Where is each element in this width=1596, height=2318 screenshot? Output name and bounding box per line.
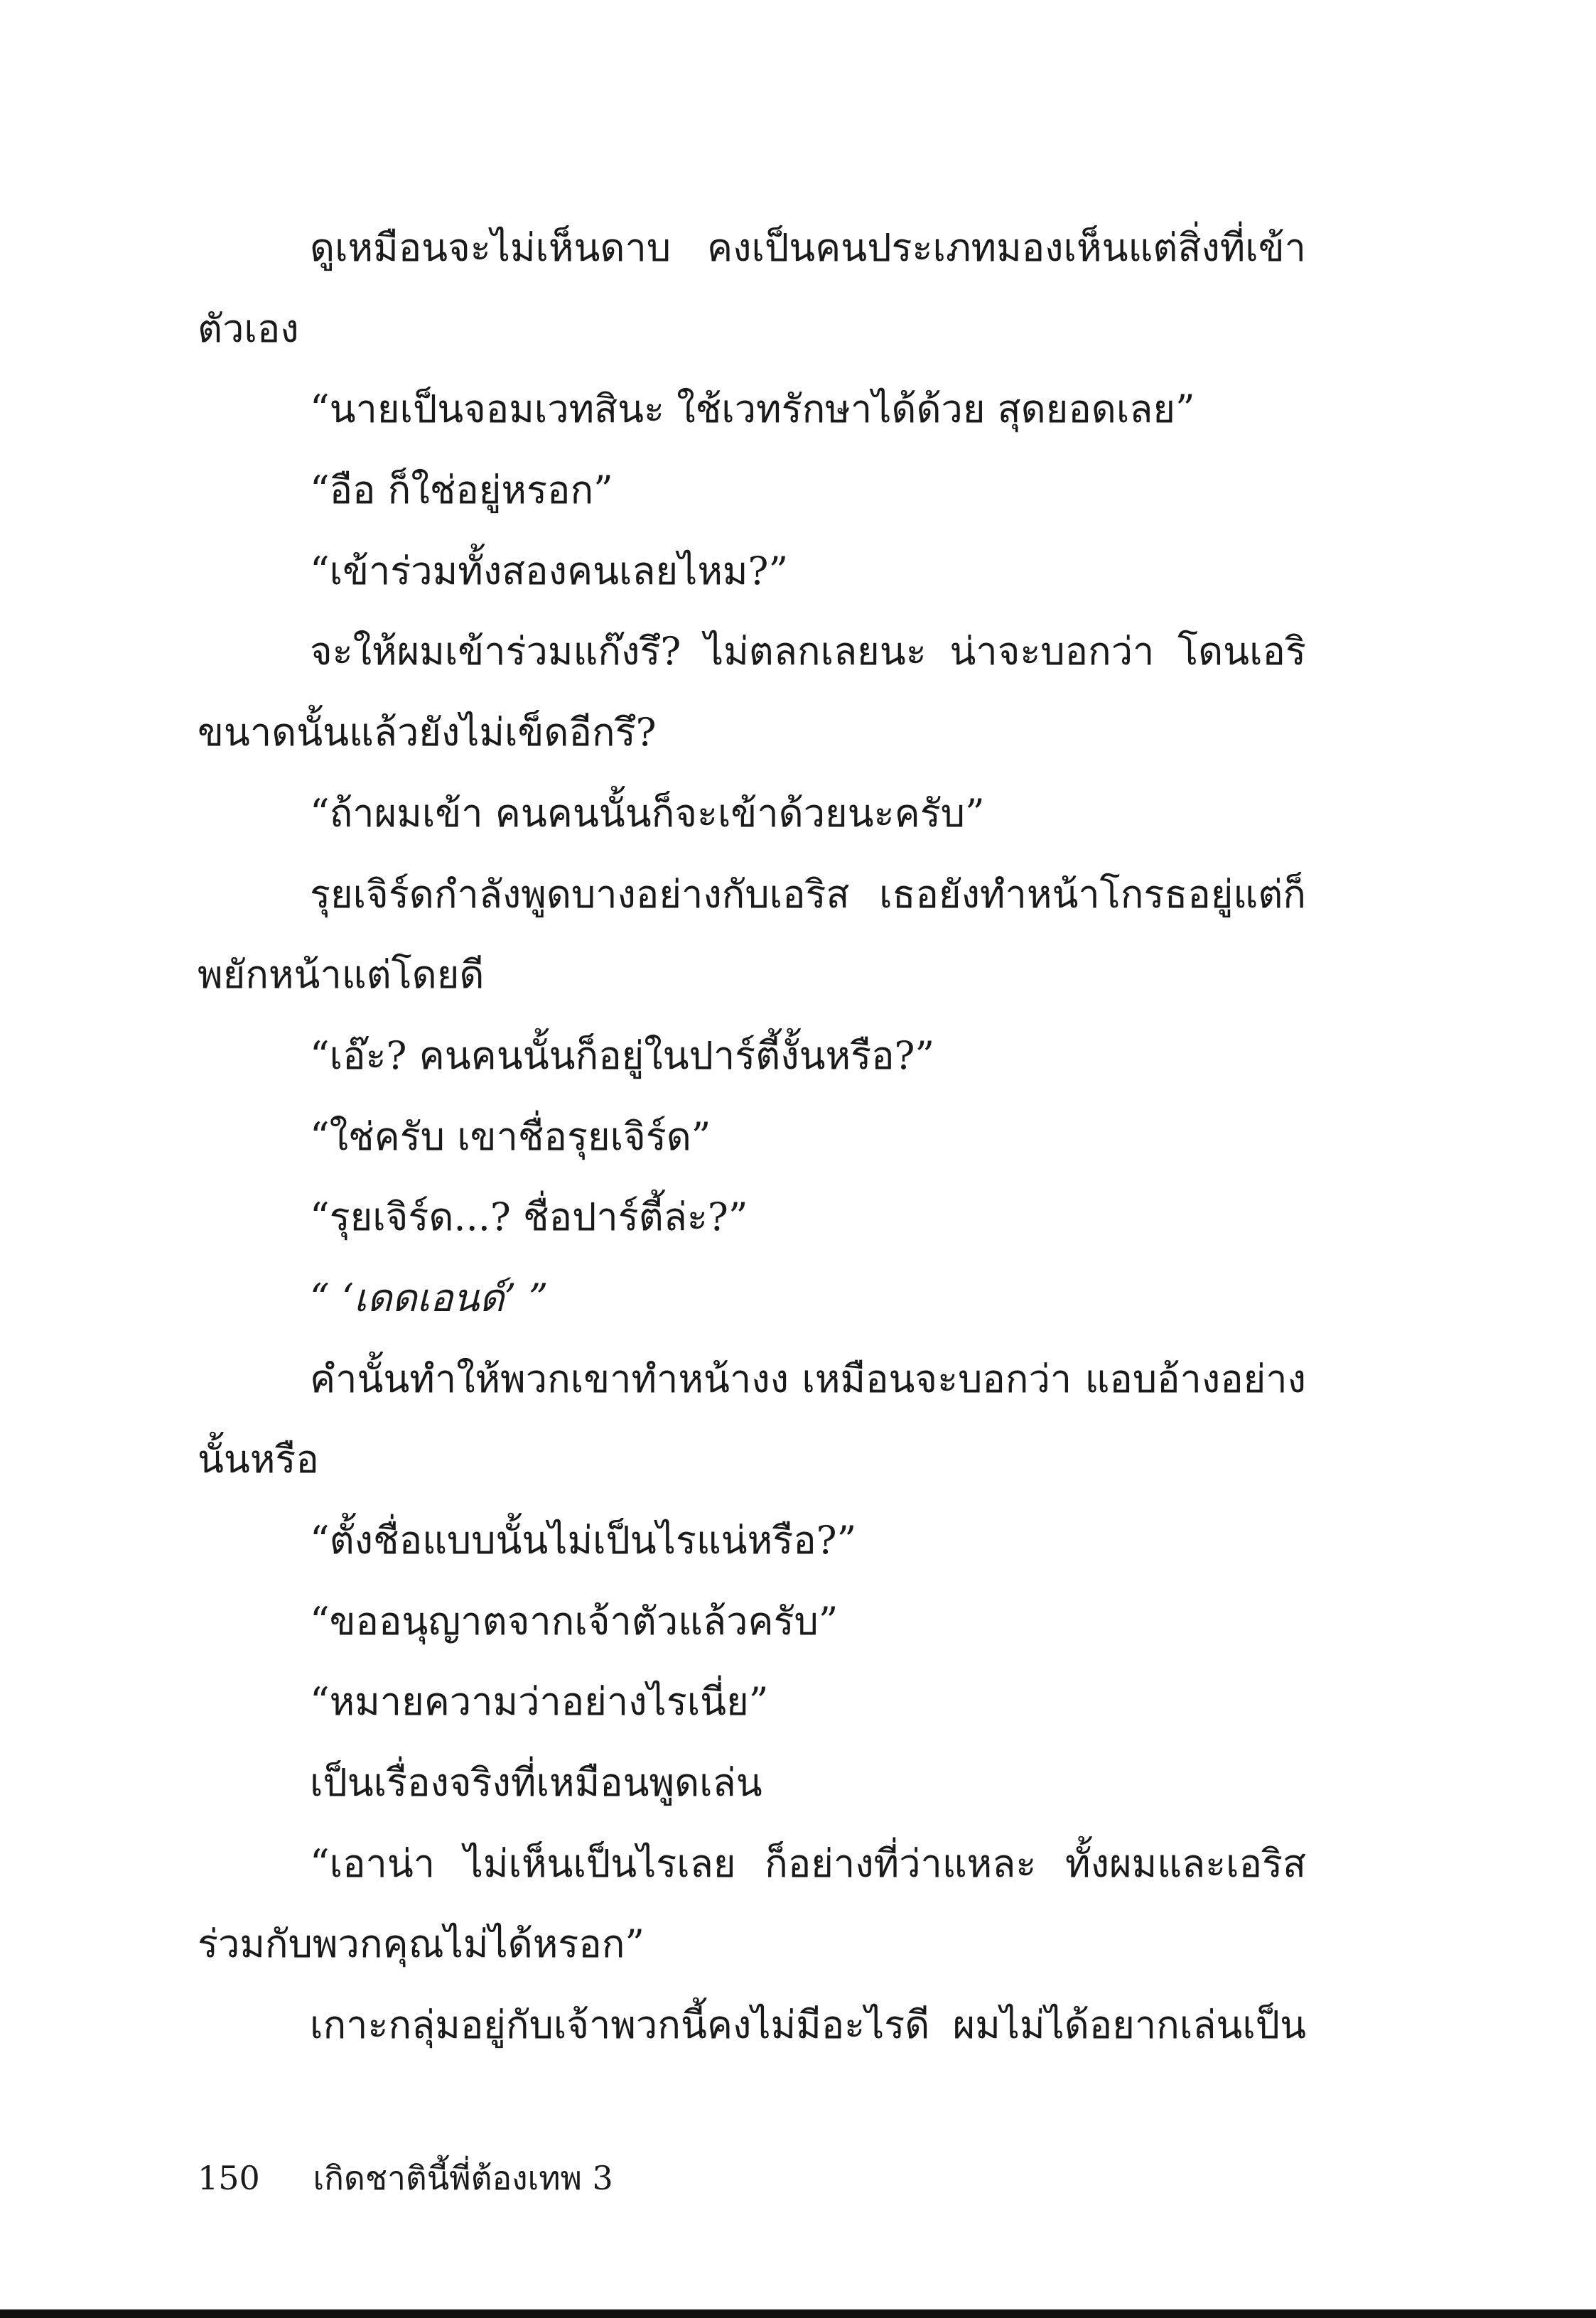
text-line: ตัวเอง — [198, 306, 299, 351]
text-line: ร่วมกับพวกคุณไม่ได้หรอก” — [198, 1921, 645, 1967]
page-footer — [198, 2153, 613, 2203]
text-line: คำนั้นทำให้พวกเขาทำหน้างง เหมือนจะบอกว่า แอบอ้างอย่าง — [310, 1356, 1306, 1401]
text-line: “ตั้งชื่อแบบนั้นไม่เป็นไรแน่หรือ?” — [310, 1518, 857, 1563]
bottom-border — [0, 2309, 1596, 2318]
text-line: ขนาดนั้นแล้วยังไม่เข็ดอีกรึ? — [198, 710, 657, 755]
text-line: ดูเหมือนจะไม่เห็นดาบ คงเป็นคนประเภทมองเห็นแต่สิ่งที่เข้า — [310, 225, 1306, 270]
text-line: “นายเป็นจอมเวทสินะ ใช้เวทรักษาได้ด้วย สุดยอดเลย” — [310, 387, 1195, 432]
text-line: นั้นหรือ — [198, 1437, 319, 1482]
text-line: “ใช่ครับ เขาชื่อรุยเจิร์ด” — [310, 1114, 711, 1159]
text-line: เป็นเรื่องจริงที่เหมือนพูดเล่น — [310, 1760, 762, 1806]
text-line: จะให้ผมเข้าร่วมแก๊งรึ? ไม่ตลกเลยนะ น่าจะบอกว่า โดนเอริ — [310, 629, 1306, 674]
text-line: “ขออนุญาตจากเจ้าตัวแล้วครับ” — [310, 1598, 839, 1644]
text-line: “ถ้าผมเข้า คนคนนั้นก็จะเข้าด้วยนะครับ” — [310, 790, 985, 836]
text-line: “เอ๊ะ? คนคนนั้นก็อยู่ในปาร์ตี้งั้นหรือ?” — [310, 1033, 935, 1078]
text-line: “เข้าร่วมทั้งสองคนเลยไหม?” — [310, 548, 789, 593]
text-line: รุยเจิร์ดกำลังพูดบางอย่างกับเอริส เธอยังทำหน้าโกรธอยู่แต่ก็ — [310, 871, 1306, 917]
book-title: เกิดชาตินี้พี่ต้องเทพ 3 — [313, 2159, 613, 2197]
text-line: พยักหน้าแต่โดยดี — [198, 952, 485, 998]
text-line: “รุยเจิร์ด...? ชื่อปาร์ตี้ล่ะ?” — [310, 1195, 748, 1240]
text-line: เกาะกลุ่มอยู่กับเจ้าพวกนี้คงไม่มีอะไรดี ผมไม่ได้อยากเล่นเป็น — [310, 2002, 1306, 2048]
text-line: “อือ ก็ใช่อยู่หรอก” — [310, 468, 613, 513]
body-text — [198, 207, 1306, 2066]
text-line: “ ‘เดดเอนด์’ ” — [310, 1275, 549, 1320]
page-number: 150 — [198, 2159, 260, 2197]
text-line: “หมายความว่าอย่างไรเนี่ย” — [310, 1679, 769, 1725]
text-line: “เอาน่า ไม่เห็นเป็นไรเลย ก็อย่างที่ว่าแหละ ทั้งผมและเอริส — [310, 1840, 1306, 1886]
